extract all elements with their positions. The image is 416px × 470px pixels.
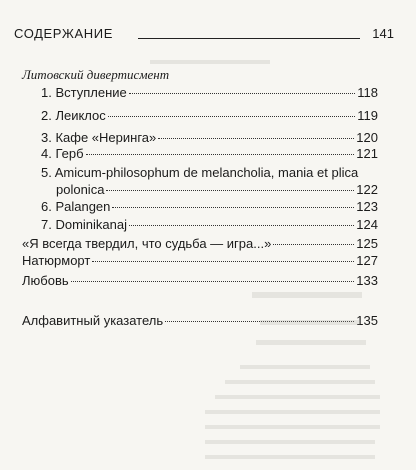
toc-entry-page: 133 — [356, 273, 378, 288]
leader-dots — [112, 207, 354, 208]
toc-entry-label: «Я всегда твердил, что судьба — игра...» — [22, 236, 272, 251]
toc-entry[interactable] — [22, 236, 378, 251]
toc-entry-label: 2. Леиклос — [41, 108, 106, 123]
running-header — [14, 26, 394, 46]
toc-entry-page: 124 — [356, 217, 378, 232]
toc-entry-page: 125 — [356, 236, 378, 251]
toc-entry-label: 7. Dominikanaj — [41, 217, 127, 232]
toc-entry[interactable] — [41, 85, 378, 100]
toc-entry-page: 127 — [356, 253, 378, 268]
leader-dots — [92, 261, 354, 262]
toc-entry-page: 118 — [357, 85, 378, 100]
toc-entry[interactable] — [41, 199, 378, 214]
header-title: СОДЕРЖАНИЕ — [14, 26, 114, 41]
toc-entry-page: 120 — [356, 130, 378, 145]
toc-entry-label: Алфавитный указатель — [22, 313, 164, 328]
toc-entry-label: 1. Вступление — [41, 85, 127, 100]
toc-entry-page: 121 — [356, 146, 378, 161]
toc-entry-page: 123 — [356, 199, 378, 214]
toc-entry-label: Натюрморт — [22, 253, 91, 268]
toc-entry-label: 6. Palangen — [41, 199, 111, 214]
leader-dots — [86, 154, 355, 155]
toc-entry[interactable] — [22, 273, 378, 288]
toc-entry[interactable] — [22, 253, 378, 268]
toc-entry[interactable] — [41, 217, 378, 232]
toc-entry-label-continued: polonica — [56, 182, 105, 197]
toc-entry[interactable] — [41, 108, 378, 123]
leader-dots — [106, 190, 354, 191]
leader-dots — [71, 281, 355, 282]
toc-entry[interactable] — [41, 146, 378, 161]
leader-dots — [129, 225, 354, 226]
toc-entry[interactable] — [41, 130, 378, 145]
section-title: Литовский дивертисмент — [22, 67, 170, 82]
toc-entry-page: 135 — [356, 313, 378, 328]
header-page-number: 141 — [372, 26, 394, 41]
toc-entry[interactable] — [22, 313, 378, 328]
leader-dots — [273, 244, 354, 245]
toc-entry-page: 119 — [357, 108, 378, 123]
header-rule — [138, 38, 360, 39]
leader-dots — [158, 138, 354, 139]
toc-entry-label: 5. Amicum-philosophum de melancholia, mania et plica — [41, 165, 359, 180]
toc-entry-label: 4. Герб — [41, 146, 84, 161]
toc-entry[interactable] — [41, 165, 378, 197]
leader-dots — [108, 116, 355, 117]
leader-dots — [165, 321, 354, 322]
leader-dots — [129, 93, 356, 94]
toc-entry-page: 122 — [356, 182, 378, 197]
toc-entry-label: Любовь — [22, 273, 69, 288]
toc-entry-label: 3. Кафе «Неринга» — [41, 130, 157, 145]
